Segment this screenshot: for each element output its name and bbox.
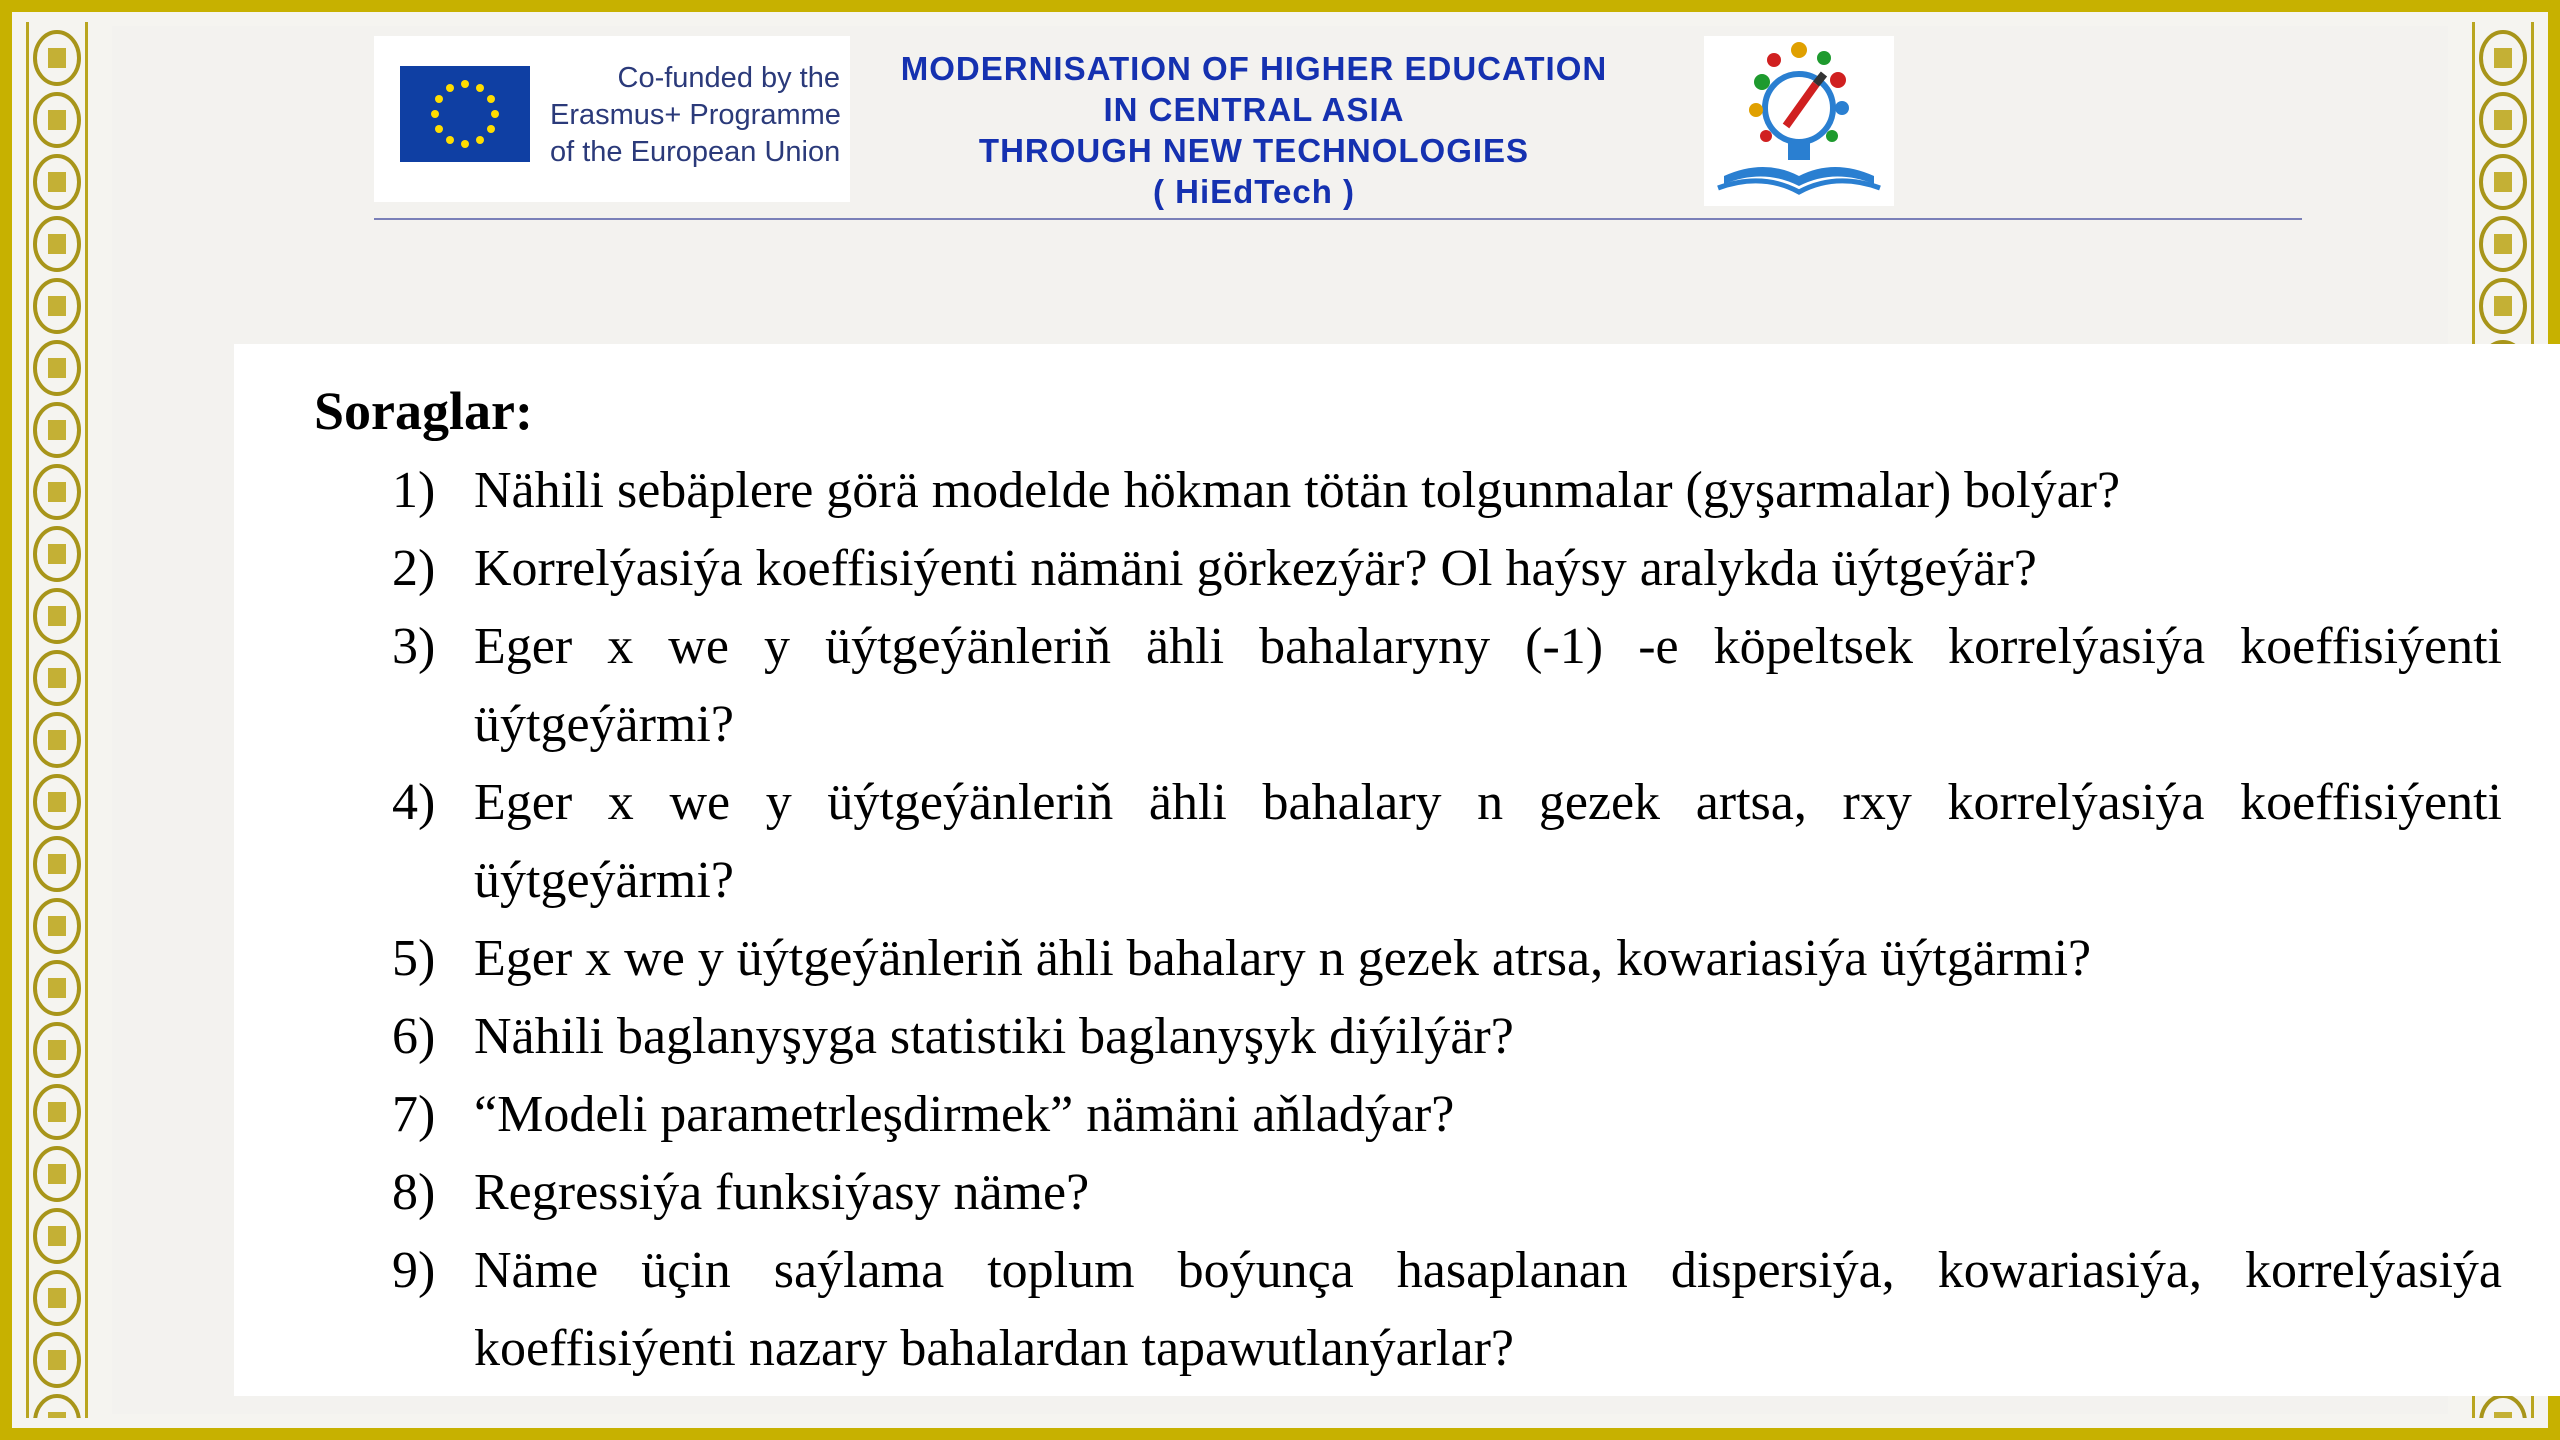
question-text: Korrelýasiýa koeffisiýenti nämäni görkezýär? Ol haýsy aralykda üýtgeýär?	[474, 540, 2037, 597]
question-text: Nähili sebäplere görä modelde hökman tötän tolgunmalar (gyşarmalar) bolýar?	[474, 462, 2121, 519]
question-number: 7)	[392, 1086, 436, 1143]
question-number: 2)	[392, 540, 436, 597]
ornament-border-left	[24, 22, 90, 1418]
question-text: Regressiýa funksiýasy näme?	[474, 1164, 1090, 1221]
project-title-line-1: MODERNISATION OF HIGHER EDUCATION	[900, 50, 1608, 87]
eu-cofunding-logo	[374, 36, 850, 202]
eu-line-3: of the European Union	[550, 136, 841, 168]
questions-panel	[234, 344, 2560, 1396]
project-title	[874, 48, 1634, 212]
question-item	[392, 530, 2502, 608]
project-title-line-3: THROUGH NEW TECHNOLOGIES	[978, 132, 1530, 169]
question-number: 9)	[392, 1242, 436, 1299]
slide	[112, 26, 2502, 1414]
eu-flag-icon	[400, 66, 530, 162]
project-title-line-2: IN CENTRAL ASIA	[1103, 91, 1405, 128]
question-text: Eger x we y üýtgeýänleriň ähli bahalary n gezek artsa, rxy korrelýasiýa koeffisiýenti üýtgeýärmi?	[474, 774, 2502, 909]
hiedtech-logo-icon	[1704, 36, 1894, 206]
question-item	[392, 920, 2502, 998]
question-item	[392, 452, 2502, 530]
question-number: 5)	[392, 930, 436, 987]
question-item	[392, 1232, 2502, 1388]
eu-cofunding-text	[550, 60, 840, 171]
question-text: Eger x we y üýtgeýänleriň ähli bahalaryny (-1) -e köpeltsek korrelýasiýa koeffisiýenti üýtgeýärmi?	[474, 618, 2502, 753]
eu-line-2: Erasmus+ Programme	[550, 99, 841, 131]
questions-list	[392, 452, 2502, 1388]
question-item	[392, 1154, 2502, 1232]
question-item	[392, 764, 2502, 920]
question-text: Näme üçin saýlama toplum boýunça hasaplanan dispersiýa, kowariasiýa, korrelýasiýa koeffisiýenti nazary bahalardan tapawutlanýarlar?	[474, 1242, 2502, 1377]
header-divider	[374, 218, 2302, 220]
question-number: 4)	[392, 774, 436, 831]
question-text: Nähili baglanyşyga statistiki baglanyşyk diýilýär?	[474, 1008, 1514, 1065]
question-number: 8)	[392, 1164, 436, 1221]
question-number: 6)	[392, 1008, 436, 1065]
eu-line-1: Co-funded by the	[617, 62, 840, 94]
question-item	[392, 608, 2502, 764]
header	[374, 36, 2304, 226]
question-text: “Modeli parametrleşdirmek” nämäni aňladýar?	[474, 1086, 1455, 1143]
questions-heading: Soraglar:	[314, 381, 533, 441]
question-number: 1)	[392, 462, 436, 519]
question-text: Eger x we y üýtgeýänleriň ähli bahalary n gezek atrsa, kowariasiýa üýtgärmi?	[474, 930, 2092, 987]
question-item	[392, 1076, 2502, 1154]
question-item	[392, 998, 2502, 1076]
question-number: 3)	[392, 618, 436, 675]
project-title-line-4: ( HiEdTech )	[1152, 173, 1356, 210]
